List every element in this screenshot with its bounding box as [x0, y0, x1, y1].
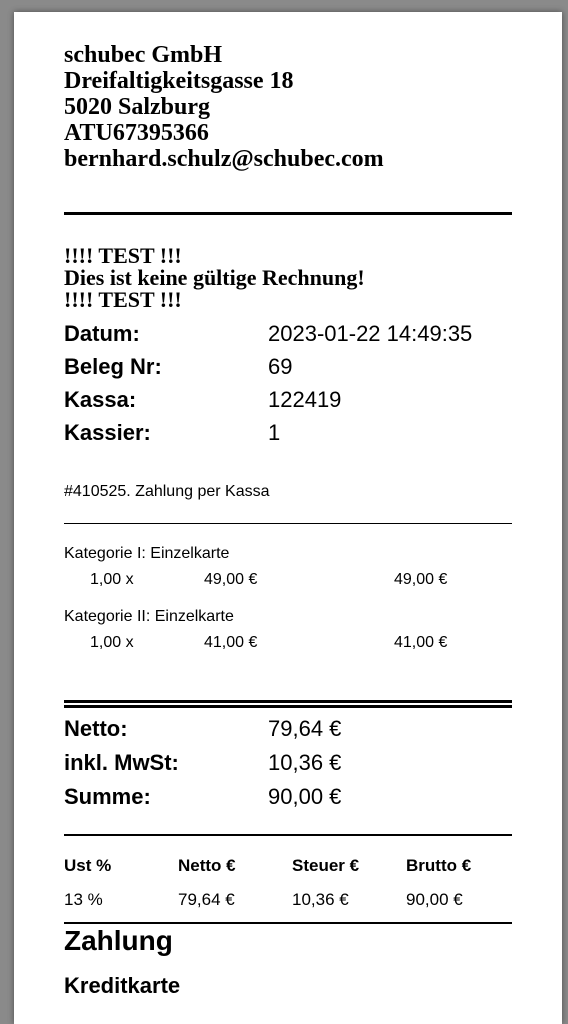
item-qty: 1,00 x [90, 634, 134, 651]
totals-label: Netto: [64, 716, 128, 741]
tax-header-cell: Ust % [64, 856, 112, 875]
meta-row [64, 317, 524, 350]
divider [64, 834, 512, 836]
tax-table [64, 844, 512, 920]
divider [64, 212, 512, 215]
tax-header-cell: Brutto € [406, 856, 472, 875]
meta-label: Datum: [64, 321, 140, 346]
double-divider-bottom [64, 705, 512, 708]
tax-cell: 13 % [64, 890, 103, 909]
item-name: Kategorie I: Einzelkarte [64, 545, 230, 562]
test-notice-line: !!!! TEST !!! [64, 287, 182, 312]
line-item [64, 545, 512, 608]
item-total: 49,00 € [394, 571, 448, 588]
tax-cell: 90,00 € [406, 890, 463, 909]
test-notice [64, 245, 365, 311]
meta-row [64, 383, 524, 416]
receipt-paper [14, 12, 562, 1024]
tax-cell: 10,36 € [292, 890, 349, 909]
company-name: schubec GmbH [64, 42, 223, 68]
totals-value: 90,00 € [268, 784, 342, 809]
item-price: 41,00 € [204, 634, 258, 651]
totals-value: 10,36 € [268, 750, 342, 775]
company-street: Dreifaltigkeitsgasse 18 [64, 68, 294, 94]
totals-row [64, 746, 524, 780]
meta-label: Kassier: [64, 420, 151, 445]
tax-cell: 79,64 € [178, 890, 235, 909]
divider [64, 922, 512, 924]
tax-header-cell: Netto € [178, 856, 236, 875]
totals-row [64, 712, 524, 746]
totals-label: Summe: [64, 784, 151, 809]
meta-label: Kassa: [64, 387, 137, 412]
item-name: Kategorie II: Einzelkarte [64, 608, 234, 625]
meta-value: 2023-01-22 14:49:35 [268, 321, 473, 346]
company-city: 5020 Salzburg [64, 94, 211, 120]
test-notice-line: !!!! TEST !!! [64, 243, 182, 268]
totals-label: inkl. MwSt: [64, 750, 179, 775]
meta-row [64, 350, 524, 383]
tax-table-header [64, 844, 512, 882]
meta-value: 122419 [268, 387, 342, 412]
order-note: #410525. Zahlung per Kassa [64, 483, 270, 500]
double-divider-top [64, 700, 512, 703]
company-header [64, 42, 384, 172]
payment-title: Zahlung [64, 925, 173, 956]
totals-row [64, 780, 524, 814]
test-notice-line: Dies ist keine gültige Rechnung! [64, 265, 365, 290]
receipt-meta [64, 317, 524, 449]
line-items [64, 545, 512, 671]
payment-method: Kreditkarte [64, 973, 181, 998]
item-qty: 1,00 x [90, 571, 134, 588]
totals-value: 79,64 € [268, 716, 342, 741]
company-email: bernhard.schulz@schubec.com [64, 146, 384, 172]
meta-row [64, 416, 524, 449]
item-total: 41,00 € [394, 634, 448, 651]
meta-value: 1 [268, 420, 281, 445]
totals [64, 712, 524, 814]
line-item [64, 608, 512, 671]
company-vat-id: ATU67395366 [64, 120, 209, 146]
tax-header-cell: Steuer € [292, 856, 360, 875]
meta-label: Beleg Nr: [64, 354, 162, 379]
divider [64, 523, 512, 524]
tax-table-row [64, 882, 512, 920]
meta-value: 69 [268, 354, 293, 379]
item-price: 49,00 € [204, 571, 258, 588]
